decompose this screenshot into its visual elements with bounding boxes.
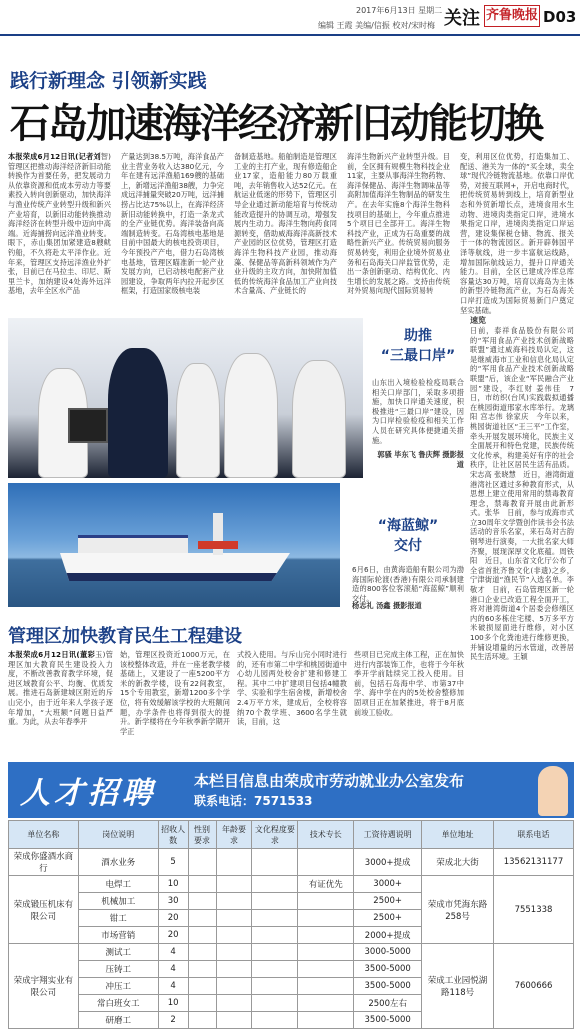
article2-column-3: 式投入使用。与斥山完小同时进行的，还有市第二中学和桃园街道中心幼儿园两处校舍扩建和修建工程。其中二中扩建项目包括4幢教学、实验和学生宿舍楼，新增校舍2.4万平方米，建成后，全校将容纳70个教学班、3600名学生就读，目前，这 (237, 650, 347, 727)
article1-column-3: 备制造基地。船舶制造是管理区工业的主打产业，现有修造船企业17家，造船能力80万载重吨，去年销售收入达52亿元。在航运业低迷的形势下，管理区引导企业通过新动能培育与传统动能改造提升的协调互动，增强发展内生动力。海洋生物向药食同源转变，借助威海海洋高新技术产业园的区位优势，管理区打造海洋生物科技产业园，推动海藻、保健品等高新科领域作为产业升级的主攻方向，加快附加值低的传统海洋食品加工产业向技术含量高、产业链长的 (234, 152, 337, 296)
table-row: 钳工 20 2500+ (9, 910, 574, 927)
recruitment-logo: 人才招聘 (20, 776, 156, 811)
article1-column-1: 本报荣成6月12日讯(记者刘智)管理区把推动海洋经济新旧动能转换作为首要任务，把发展动力从依靠资源和低成本劳动力等要素投入转向创新驱动，加快海洋与渔业传统产业转型升级和新兴产业培育，以新旧动能转换推动海洋经济在转型升级中迈向中高端。近海捕捞向远洋渔业转变。眼下，赤山集团加紧建造8艘鱿钓船，不久将赴太平洋作业。近年来，管理区支持远洋渔业外扩张，目前已在马拉圭、印尼、斯里兰卡，加纳建设4处海外远洋基地，去年全区水产品 (8, 152, 111, 296)
article2-column-2: 始，管理区投资近1000万元，在该校整体改造，并在一座老教学楼基础上，又建设了一座5200平方米的新教学楼，设有22间教室，15个专用教室，新增1200多个学位，将有效缓解该学校的大班额问题，办学条件也将得到很大的提升。新学楼将在今年秋季新学期开学正 (120, 650, 230, 736)
table-row: 常白班女工 10 2500左右 (9, 995, 574, 1012)
photo2-caption: 6月6日，由黄海造船有限公司为渤海国际轮渡(香港)有限公司承制建造的800客位客滚船“海蓝鲸”顺利交付。 (352, 565, 464, 603)
table-row: 荣成锻压机床有限公司 电焊工 10 有证优先 3000+ 荣成市凭海东路258号 7551338 (9, 876, 574, 893)
article1-lead: 本报荣成6月12日讯(记者刘 (8, 152, 101, 161)
page-number: D03 (543, 8, 577, 26)
briefs-text: 日前，泰祥食品股份有限公司的“军用食品产业技术创新战略联盟”通过威海科技局认定，这是继威海市工业和信息化局认定的“军用食品产业技术创新战略联盟”后，该企业“军民融合产业园”建设，李红财 姜伟佳 7日，市纺织(台风)实践载拟通播在桃园街道邢家水库举行。龙璃阳 宫志伟 徐家庆 今年以来，桃园街道社区“王三平”工作室，牵头开展发展环境化，民族主义全面展开和特色党建，民族传统文化传承，构建美好有序的社会秩序，让社区居民生活有品质。宋志高 张晓慧 近日，港湾街道港湾社区通过多种教育形式，从思想上建立使用常用的禁毒教育理念，禁毒教育开展由此新形式。张华 日前，参与成海市式立30周年文学暨创作读书会书法活动的音乐名家，来石岛对古韵钢琴进行演奏，一大批名家大师齐聚，展现深厚文化底蕴。周铁阳 近日，山东省文化厅公布了全省首批齐鲁文化(非遗)之乡，宁津街道“渔民节”入选名单。李敬才 日前，石岛管理区新一轮港口企业已改造工程全面开工，将对港湾街道4个居委会修缮区内的60多栋住宅楼、5万多平方米破损屋面进行维修，对小区100多个化粪池进行维修更换，并铺设增量的污水管道，改善居民生活环境。王颖 (470, 326, 574, 662)
article-headline: 石岛加速海洋经济新旧动能切换 (10, 101, 542, 147)
news-briefs (470, 315, 574, 755)
newspaper-logo: 齐鲁晚报 (484, 5, 540, 27)
page-header (0, 0, 580, 36)
job-table-header: 单位名称 岗位说明 招收人数 性别要求 年龄要求 文化程度要求 技术专长 工资待遇说明 单位地址 联系电话 (9, 821, 574, 849)
briefs-tag: 速览 (470, 316, 486, 325)
article1-column-5: 变，利用区位优势，打造集加工、配送、港关为一体的“买全球，卖全球”现代冷链物流基地。依靠口岸优势，对接互联网+，开启电商时代，把传统贸易转到线上，培育新型业态和外贸新增长点，进境食用水生动物、进境肉类指定口岸，进境水果指定口岸，进境肉类指定口岸运营，建设集保税仓储、物流、报关于一体的物流园区。新开辟韩国平泽等航线，进一步丰富航运线路，增加国际航线运力，提升口岸通关能力。目前，全区已建成冷库总库容量达30万吨，培育以海岛为主体的新型冷链物流产业，为石岛海关口岸打造成为国际贸易新门户奠定坚实基础。 (460, 152, 574, 315)
table-row: 压铸工 4 3500-5000 (9, 961, 574, 978)
table-row: 市场营销 20 2000+提成 (9, 927, 574, 944)
ship-photo (8, 483, 340, 607)
article1-column-2: 产量达到38.5万吨，海洋食品产业主营业务收入达380亿元，今年在建有远洋渔船169艘的基础上，新增远洋渔船38艘，力争完成远洋捕量突破20万吨，远洋捕捞占比达75%以上，在海洋经济新旧动能转换中，打造一条龙式的全产业链优势。海洋装备向高端制造转变。石岛湾核电基地是目前中国最大的核电投资项目，今年预投产产电，借力石岛湾核电基地，管理区瞄准新一轮产业发展方向，已启动核电配套产业园建设，争取两年内拉开起步区框架，打造国家级核电装 (121, 152, 224, 296)
issue-date: 2017年6月13日 星期二 (356, 6, 443, 15)
table-row: 冲压工 4 3500-5000 (9, 978, 574, 995)
article2-lead: 本报荣成6月12日讯(董彩 (8, 650, 96, 659)
editor-credits: 编辑 王霞 美编/信振 校对/宋时梅 (318, 21, 436, 30)
table-row: 荣成你盛酒水商行 酒水业务 5 3000+提成 荣成北大街 13562131177 (9, 849, 574, 876)
job-table (8, 820, 574, 1029)
recruitment-phone: 联系电话：7571533 (194, 794, 313, 808)
photo1-title: 助推 “三最口岸” (380, 328, 456, 364)
photo1-caption: 山东出入境检验检疫局联合相关口岸部门，采取多项措施，加快口岸通关速度，积极推进“三最口岸”建设，因为口岸检验检疫和相关工作人员在研究具体便捷通关措施。 (372, 378, 464, 445)
person-icon (538, 766, 568, 816)
photo2-title: “海蓝鲸” 交付 (377, 518, 439, 554)
table-row: 研磨工 2 3500-5000 (9, 1012, 574, 1029)
article2-column-1: 本报荣成6月12日讯(董彩玉)管理区加大教育民生建设投入力度，不断改善教育教学环境，促进区域教育公平、均衡、优质发展。推进石岛新建城区附近的斥山完小，由于近年来人学孩子逐年增加，“大班额”问题日益严重。为此，从去年春季开 (8, 650, 113, 727)
inspection-photo (8, 318, 363, 478)
section-name: 关注 (444, 8, 480, 29)
recruitment-banner (8, 762, 574, 818)
table-row: 荣成宇翔实业有限公司 测试工 4 3000-5000 荣成工业园悦湖路118号 7600666 (9, 944, 574, 961)
article-kicker: 践行新理念 引领新实践 (10, 70, 207, 92)
article1-column-4: 海洋生物新兴产业转型升级。目前，全区拥有规模生物科技企业11家，主要从事海洋生物药物、海洋保健品、海洋生物调味品等高附加值海洋生物制品的研发生产。在去年实施8个海洋生物科技项目的基础上，今年重点推进5个项目已全部开工。海洋生物科技产业，正成为石岛重要的战略性新兴产业。传统贸易向服务贸易转变，利用企业境外贸易业务和石岛海关口岸监管优势，走出一条创新驱动、结构优化、内生增长的发展之路。支持由传统对外贸易向现代国际贸易转 (347, 152, 450, 296)
table-row: 机械加工 30 2500+ (9, 893, 574, 910)
photo1-credit: 郭骚 毕东飞 鲁庆辉 摄影报道 (377, 450, 464, 469)
article2-title: 管理区加快教育民生工程建设 (8, 626, 242, 647)
photo2-credit: 杨志礼 汤鑫 摄影报道 (352, 601, 422, 610)
article2-column-4: 些项目已完成主体工程，正在加快进行内部装饰工作，也将于今年秋季开学前陆续完工投入使用。目前，包括石岛海中学、市第37中学、海中学在内的5处校舍整修加固项目正在加紧推进，将于8月底前竣工验收。 (354, 650, 464, 717)
recruitment-message: 本栏目信息由荣成市劳动就业办公室发布 (194, 772, 465, 790)
